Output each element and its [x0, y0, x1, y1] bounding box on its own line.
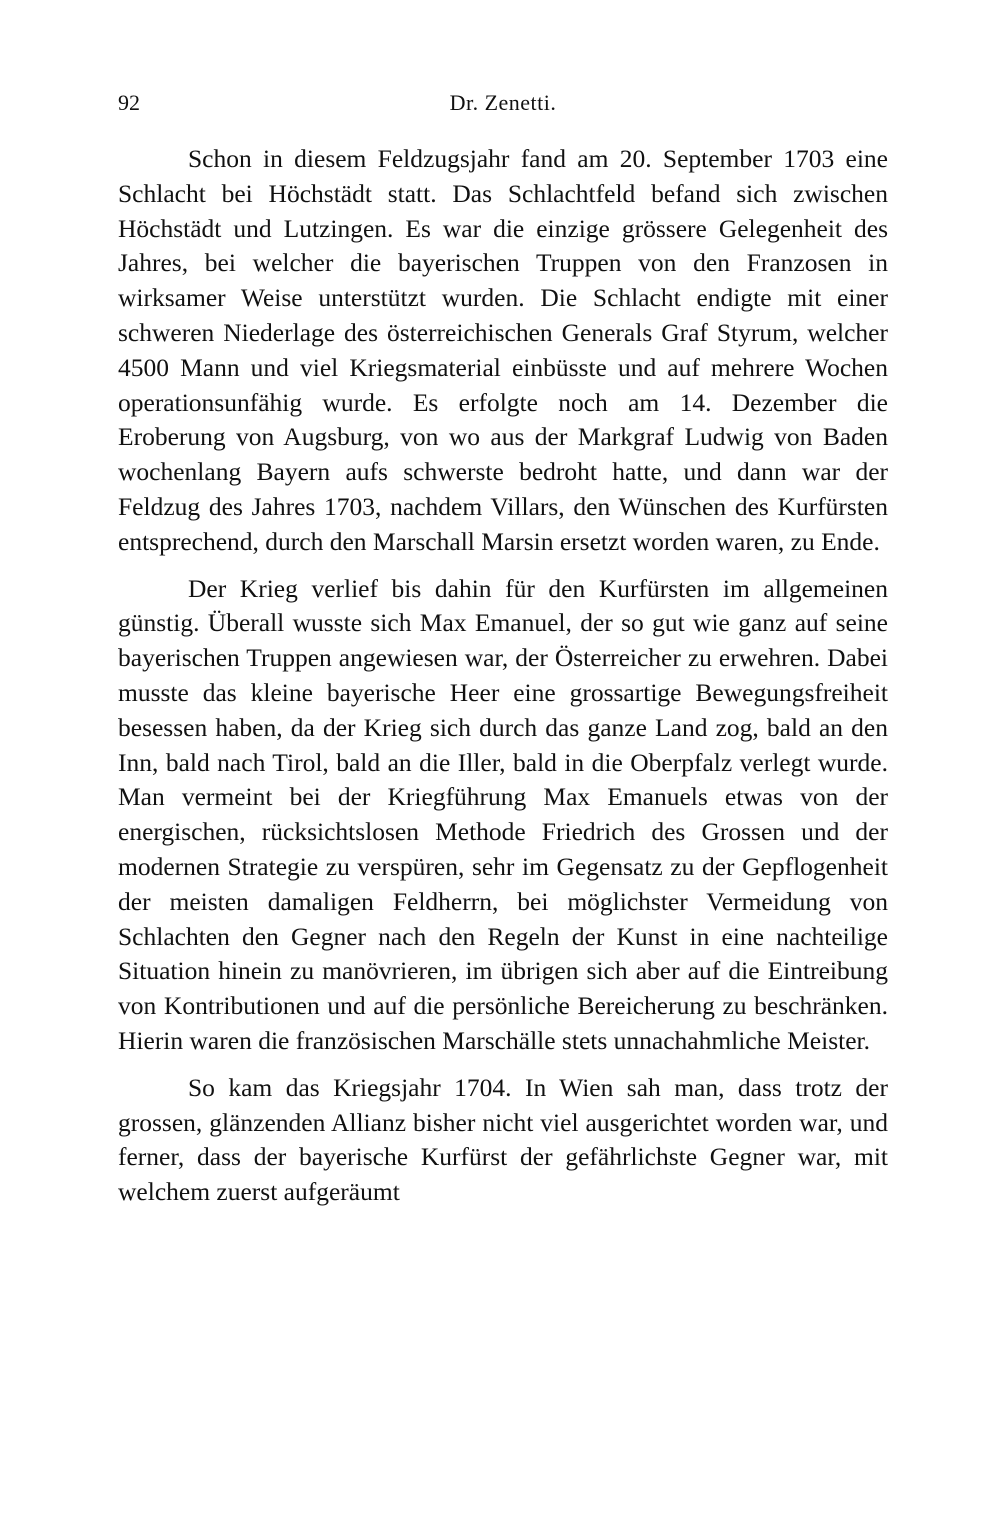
paragraph: Der Krieg verlief bis dahin für den Kurfürsten im allgemeinen günstig. Überall wusste sich Max Emanuel, der so gut wie ganz auf seine bayerischen Truppen angewiesen war, der Österreicher zu erwehren. Dabei musste das kleine bayerische Heer eine grossartige Bewegungsfreiheit besessen haben, da der Krieg sich durch das ganze Land zog, bald an den Inn, bald nach Tirol, bald an die Iller, bald in die Oberpfalz verlegt wurde. Man vermeint bei der Kriegführung Max Emanuels etwas von der energischen, rücksichtslosen Methode Friedrich des Grossen und der modernen Strategie zu verspüren, sehr im Gegensatz zu der Gepflogenheit der meisten damaligen Feldherrn, bei möglichster Vermeidung von Schlachten den Gegner nach den Regeln der Kunst in eine nachteilige Situation hinein zu manövrieren, im übrigen sich aber auf die Eintreibung von Kontributionen und auf die persönliche Bereicherung zu beschränken. Hierin waren die französischen Marschälle stets unnachahmliche Meister.	[118, 573, 888, 1055]
paragraph: So kam das Kriegsjahr 1704. In Wien sah man, dass trotz der grossen, glänzenden Allianz bisher nicht viel ausgerichtet worden war, und ferner, dass der bayerische Kurfürst der gefährlichste Gegner war, mit welchem zuerst aufgeräumt	[118, 1072, 888, 1207]
running-head: Dr. Zenetti.	[449, 90, 557, 115]
paragraph: Schon in diesem Feldzugsjahr fand am 20. September 1703 eine Schlacht bei Höchstädt statt. Das Schlachtfeld befand sich zwischen Höchstädt und Lutzingen. Es war die einzige grössere Gelegenheit des Jahres, bei welcher die bayerischen Truppen von den Franzosen in wirksamer Weise unterstützt wurden. Die Schlacht endigte mit einer schweren Niederlage des österreichischen Generals Graf Styrum, welcher 4500 Mann und viel Kriegsmaterial einbüsste und auf mehrere Wochen operationsunfähig wurde. Es erfolgte noch am 14. Dezember die Eroberung von Augsburg, von wo aus der Markgraf Ludwig von Baden wochenlang Bayern aufs schwerste bedroht hatte, und dann war der Feldzug des Jahres 1703, nachdem Villars, den Wünschen des Kurfürsten entsprechend, durch den Marschall Marsin ersetzt worden waren, zu Ende.	[118, 144, 888, 556]
body-text	[118, 142, 888, 1210]
page-header	[118, 86, 888, 120]
page-number: 92	[118, 90, 140, 115]
